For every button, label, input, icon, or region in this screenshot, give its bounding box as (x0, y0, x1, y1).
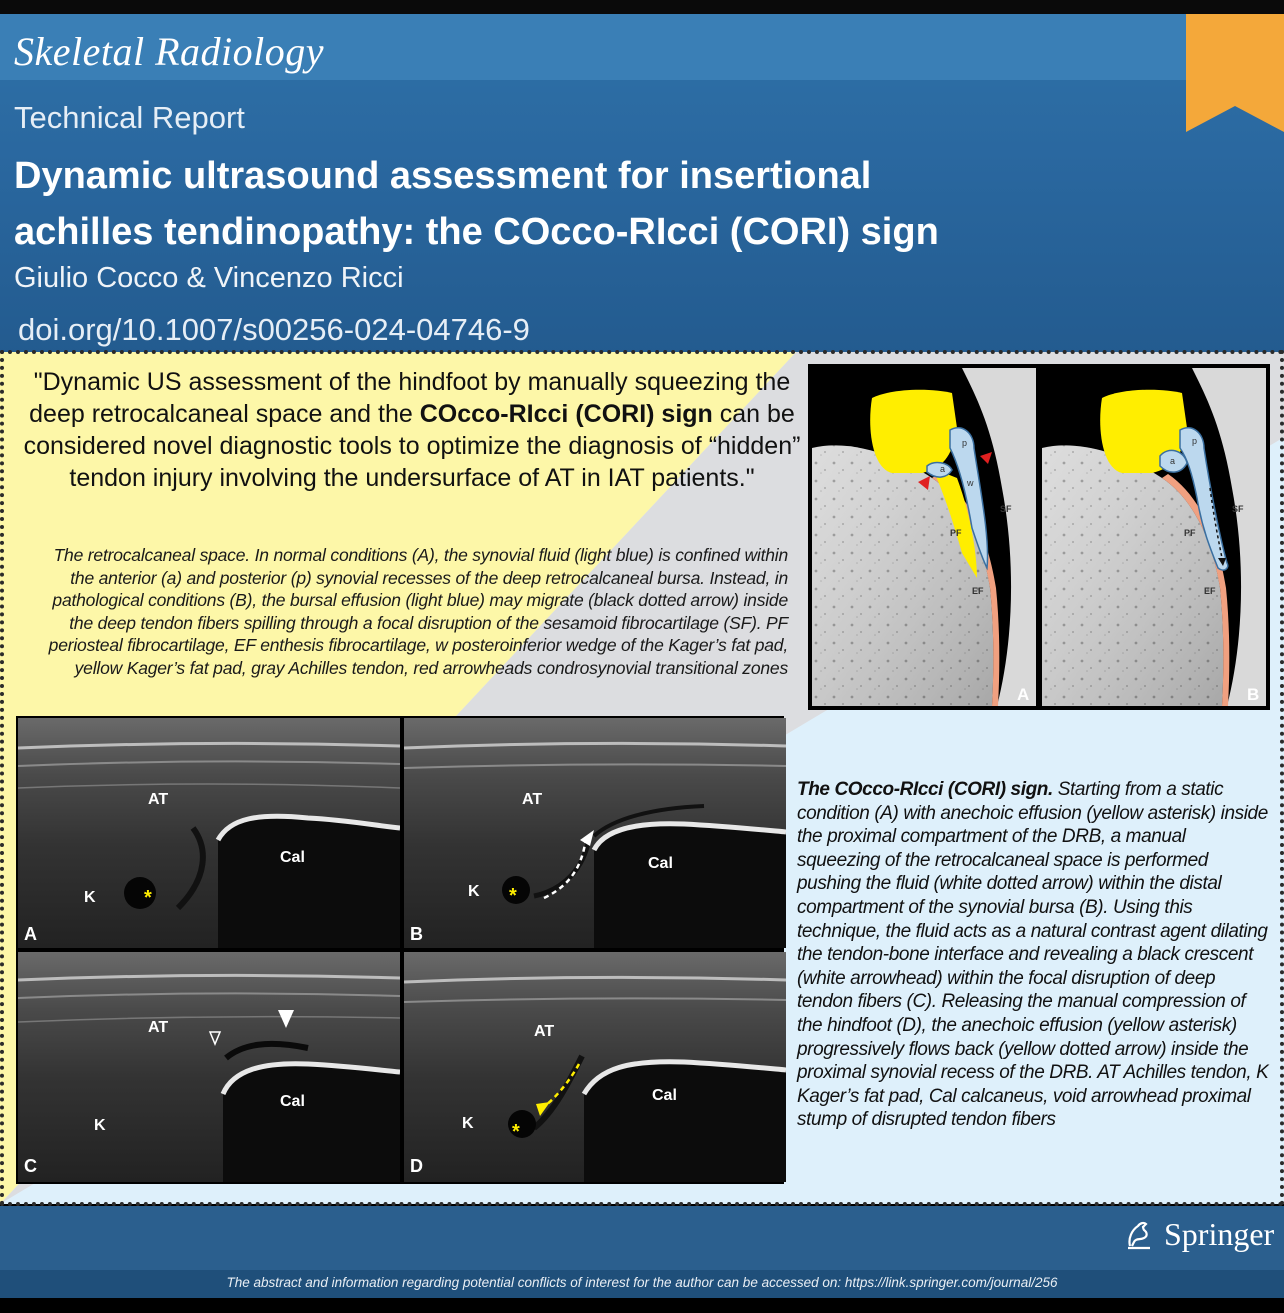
us-panel-a (18, 718, 400, 948)
svg-text:*: * (512, 1121, 520, 1143)
springer-wordmark: Springer (1164, 1216, 1275, 1252)
svg-text:AT: AT (522, 791, 543, 808)
us-panel-d (404, 952, 786, 1182)
diagram-caption: The retrocalcaneal space. In normal conditions (A), the synovial fluid (light blue) is confined within the anterior (a) and posterior (p) synovial recesses of the deep retrocalcaneal bursa. Instead, in pathological conditions (B), the bursal effusion (light blue) may migrate (black dotted arrow) inside the deep tendon fibers spilling through a focal disruption of the sesamoid fibrocartilage (SF). PF periosteal fibrocartilage, EF enthesis fibrocartilage, w posteroinferior wedge of the Kager’s fat pad, yellow Kager’s fat pad, gray Achilles tendon, red arrowheads condrosynovial transitional zones (48, 545, 788, 678)
conflict-note: The abstract and information regarding potential conflicts of interest for the author can be accessed on: https://link.springer.com/journal/256 (226, 1275, 1058, 1290)
diagram-panel-b (1042, 368, 1266, 706)
svg-text:AT: AT (534, 1023, 555, 1040)
top-black-bar (0, 0, 1284, 14)
svg-text:a: a (1170, 456, 1176, 466)
springer-horse-icon (1122, 1218, 1156, 1252)
us-letter-b: B (410, 924, 423, 944)
us-panel-b (404, 718, 786, 948)
svg-text:SF: SF (1000, 504, 1012, 514)
title-line-1: Dynamic ultrasound assessment for insertional (14, 155, 872, 197)
journal-name: Skeletal Radiology (14, 29, 325, 74)
ultrasound-figure (16, 716, 784, 1184)
us-letter-a: A (24, 924, 37, 944)
quote-text-2: can be considered novel diagnostic tools to optimize the diagnosis of “hidden” tendon injury involving the undersurface of AT in IAT patients." (23, 400, 801, 492)
footer-band (0, 1206, 1284, 1270)
us-letter-c: C (24, 1156, 37, 1176)
svg-text:*: * (509, 885, 517, 907)
us-letter-d: D (410, 1156, 423, 1176)
svg-text:w: w (967, 478, 974, 488)
svg-text:p: p (962, 438, 968, 448)
quote-bold: COcco-RIcci (CORI) sign (419, 400, 713, 428)
kager-fat-pad-shape (870, 390, 957, 473)
svg-text:AT: AT (148, 791, 169, 808)
svg-text:a: a (940, 464, 946, 474)
svg-text:PF: PF (950, 528, 962, 538)
article-title (14, 148, 1114, 260)
article-type: Technical Report (14, 100, 245, 135)
ultrasound-caption (797, 778, 1269, 1132)
svg-text:EF: EF (1204, 586, 1216, 596)
svg-text:SF: SF (1232, 504, 1244, 514)
svg-text:Cal: Cal (652, 1087, 677, 1104)
svg-text:K: K (94, 1117, 106, 1134)
svg-text:p: p (1192, 436, 1198, 446)
caption-body: Starting from a static condition (A) with anechoic effusion (yellow asterisk) inside the proximal compartment of the DRB, a manual squeezing of the retrocalcaneal space is performed pushing the fluid (white dotted arrow) within the distal compartment of the synovial bursa (B). Using this technique, the fluid acts as a natural contrast agent dilating the tendon-bone interface and revealing a black crescent (white arrowhead) within the focal disruption of deep tendon fibers (C). Releasing the manual compression of the hindfoot (D), the anechoic effusion (yellow asterisk) progressively flows back (yellow dotted arrow) inside the proximal synovial recess of the DRB. AT Achilles tendon, K Kager’s fat pad, Cal calcaneus, void arrowhead proximal stump of disrupted tendon fibers (797, 779, 1269, 1131)
pull-quote (22, 366, 802, 494)
svg-text:Cal: Cal (280, 1093, 305, 1110)
authors: Giulio Cocco & Vincenzo Ricci (14, 262, 404, 294)
svg-text:*: * (144, 887, 152, 909)
doi-link[interactable]: doi.org/10.1007/s00256-024-04746-9 (18, 312, 530, 347)
title-line-2: achilles tendinopathy: the COcco-RIcci (CORI) sign (14, 211, 939, 253)
svg-text:PF: PF (1184, 528, 1196, 538)
springer-logo (1122, 1216, 1274, 1253)
caption-bold: The COcco-RIcci (CORI) sign. (797, 779, 1053, 800)
quote-text-1: "Dynamic US assessment of the hindfoot by manually squeezing the deep retrocalcaneal space and the (29, 368, 791, 428)
svg-text:K: K (468, 883, 480, 900)
diagram-panel-a (812, 368, 1036, 706)
svg-text:EF: EF (972, 586, 984, 596)
diagram-letter-b: B (1247, 685, 1260, 704)
svg-text:K: K (84, 889, 96, 906)
retrocalcaneal-diagram (808, 364, 1270, 710)
bottom-black-bar (0, 1298, 1284, 1313)
svg-text:AT: AT (148, 1019, 169, 1036)
svg-text:Cal: Cal (648, 855, 673, 872)
svg-text:K: K (462, 1115, 474, 1132)
us-panel-c (18, 952, 400, 1182)
diagram-letter-a: A (1017, 685, 1030, 704)
svg-text:Cal: Cal (280, 849, 305, 866)
